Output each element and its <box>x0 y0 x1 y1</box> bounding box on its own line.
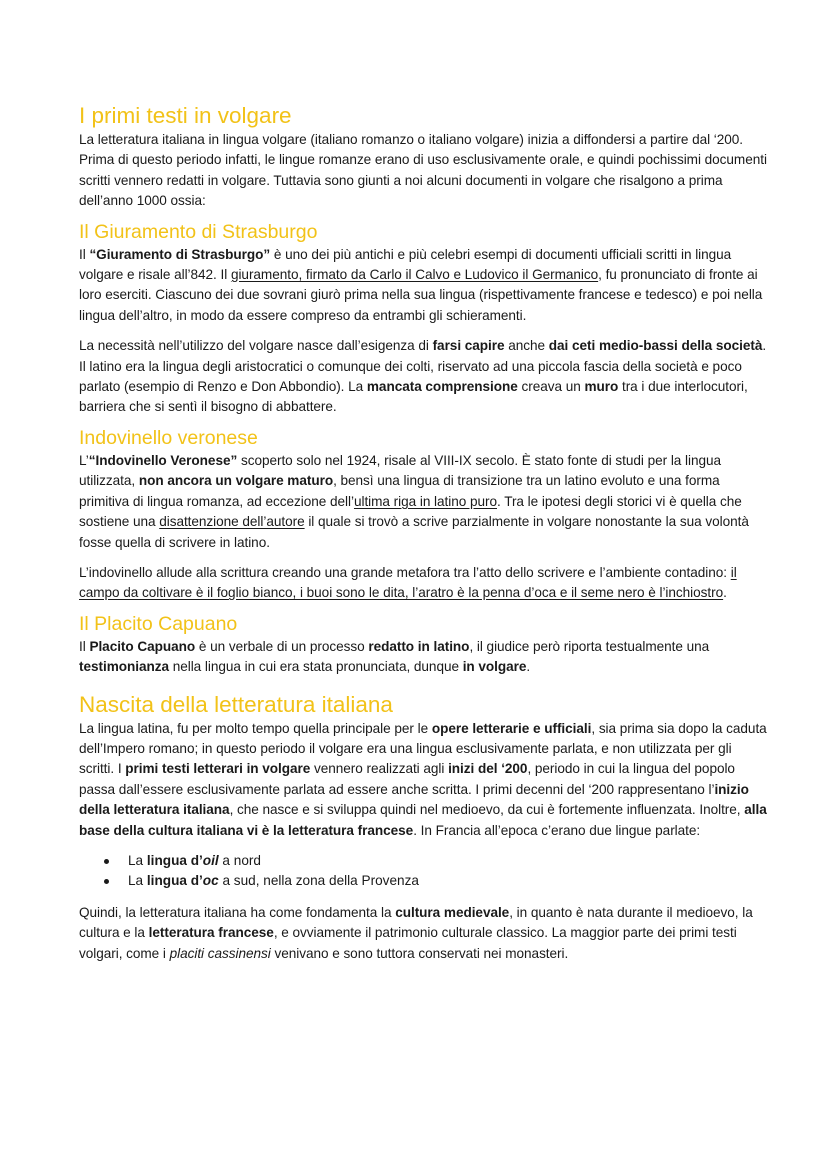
languages-list <box>79 851 768 892</box>
paragraph-indovinello-2: L’indovinello allude alla scrittura creando una grande metafora tra l’atto dello scrivere e l’ambiente contadino: il campo da coltivare è il foglio bianco, i buoi sono le dita, l’aratro è la penna d’oca e il seme nero è l’inchiostro. <box>79 564 737 601</box>
paragraph-placito: Il Placito Capuano è un verbale di un processo redatto in latino, il giudice però riporta testualmente una testimonianza nella lingua in cui era stata pronunciata, dunque in volgare. <box>79 638 710 675</box>
paragraph-giuramento-2: La necessità nell’utilizzo del volgare nasce dall’esigenza di farsi capire anche dai ceti medio-bassi della società. Il latino era la lingua degli aristocratici o comunque dei colti, riservato ad una piccola fascia della società e poco parlato (esempio di Renzo e Don Abbondio). La mancata comprensione creava un muro tra i due interlocutori, barriera che si sentì il bisogno di abbattere. <box>79 338 767 415</box>
section-title-nascita: Nascita della letteratura italiana <box>79 691 393 717</box>
paragraph-indovinello-1: L’“Indovinello Veronese” scoperto solo nel 1924, risale al VIII-IX secolo. È stato fonte di studi per la lingua utilizzata, non ancora un volgare maturo, bensì una lingua di transizione tra un latino evoluto e una forma primitiva di lingua romanza, ad eccezione dell’ultima riga in latino puro. Tra le ipotesi degli storici vi è quella che sostiene una disattenzione dell’autore il quale si trovò a scrive parzialmente in volgare nonostante la sua volontà fosse quella di scrivere in latino. <box>79 452 749 550</box>
bullet-icon <box>104 879 109 884</box>
bullet-icon <box>104 859 109 864</box>
paragraph-giuramento-1: Il “Giuramento di Strasburgo” è uno dei più antichi e più celebri esempi di documenti ufficiali scritti in lingua volgare e risale all’842. Il giuramento, firmato da Carlo il Calvo e Ludovico il Germanico, fu pronunciato di fronte ai loro eserciti. Ciascuno dei due sovrani giurò prima nella sua lingua (rispettivamente francese e tedesco) e poi nella lingua dell’altro, in modo da essere compreso da entrambi gli schieramenti. <box>79 246 763 323</box>
underlined-phrase: ultima riga in latino puro <box>353 493 497 509</box>
underlined-phrase: il campo da coltivare è il foglio bianco, i buoi sono le dita, l’aratro è la penna d’oca e il seme nero è l’inchiostro <box>79 564 737 601</box>
section-title-primi-testi: I primi testi in volgare <box>79 103 292 128</box>
list-item: La lingua d’oil a nord <box>79 851 768 871</box>
underlined-phrase: disattenzione dell’autore <box>159 514 305 530</box>
section-title-giuramento: Il Giuramento di Strasburgo <box>79 220 318 243</box>
section-title-indovinello: Indovinello veronese <box>79 426 258 449</box>
section-title-placito: Il Placito Capuano <box>79 612 238 635</box>
underlined-phrase: giuramento, firmato da Carlo il Calvo e Ludovico il Germanico <box>230 267 599 283</box>
paragraph-nascita-1: La lingua latina, fu per molto tempo quella principale per le opere letterarie e ufficiali, sia prima sia dopo la caduta dell’Impero romano; in questo periodo il volgare era una lingua esclusivamente parlata, e non utilizzata per gli scritti. I primi testi letterari in volgare vennero realizzati agli inizi del ‘200, periodo in cui la lingua del popolo passa dall’essere esclusivamente parlata ad essere anche scritta. I primi decenni del ‘200 rappresentano l’inizio della letteratura italiana, che nasce e si sviluppa quindi nel medioevo, da cui è fortemente influenzata. Inoltre, alla base della cultura italiana vi è la letteratura francese. In Francia all’epoca c’erano due lingue parlate: <box>79 720 767 838</box>
paragraph-nascita-2: Quindi, la letteratura italiana ha come fondamenta la cultura medievale, in quanto è nata durante il medioevo, la cultura e la letteratura francese, e ovviamente il patrimonio culturale classico. La maggior parte dei primi testi volgari, come i placiti cassinensi venivano e sono tuttora conservati nei monasteri. <box>79 904 753 961</box>
paragraph-primi-testi: La letteratura italiana in lingua volgare (italiano romanzo o italiano volgare) inizia a diffondersi a partire dal ‘200. Prima di questo periodo infatti, le lingue romanze erano di uso esclusivamente orale, e quindi pochissimi documenti scritti vennero redatti in volgare. Tuttavia sono giunti a noi alcuni documenti in volgare che risalgono a prima dell’anno 1000 ossia: <box>79 132 767 209</box>
list-item: La lingua d’oc a sud, nella zona della Provenza <box>79 871 768 891</box>
